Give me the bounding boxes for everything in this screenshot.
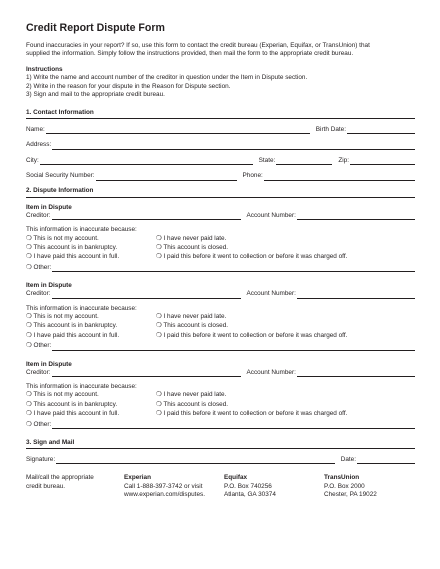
state-label: State: (258, 156, 276, 164)
reason-never-paid-late[interactable]: ❍ I have never paid late. (156, 312, 227, 320)
account-number-label: Account Number: (246, 368, 296, 376)
other-field[interactable] (52, 344, 415, 351)
ssn-field[interactable] (96, 174, 237, 181)
dispute-section-heading: 2. Dispute Information (26, 187, 415, 197)
creditor-field[interactable] (52, 213, 241, 220)
intro-line-2: supplied the information. Simply follow the instructions provided, then mail the form to the appropriate credit bureau. (26, 50, 354, 58)
reason-other[interactable]: ❍ Other: (26, 263, 52, 271)
other-row (26, 341, 415, 350)
address-field[interactable] (52, 143, 415, 150)
reason-bankruptcy[interactable]: ❍ This account is in bankruptcy. (26, 322, 118, 330)
account-number-label: Account Number: (246, 290, 296, 298)
transunion-name: TransUnion (324, 474, 360, 482)
signature-row (26, 455, 415, 464)
creditor-row (26, 212, 415, 220)
footer-note (26, 474, 124, 499)
name-row (26, 125, 415, 134)
date-label: Date: (340, 456, 356, 463)
equifax-box: P.O. Box 740256 (224, 482, 272, 490)
dispute-item-2 (26, 282, 415, 350)
dispute-item-1 (26, 204, 415, 272)
reason-heading: This information is inaccurate because: (26, 226, 137, 234)
city-row (26, 156, 415, 165)
experian-phone: Call 1-888-397-3742 or visit (124, 482, 203, 490)
account-number-field[interactable] (297, 213, 415, 220)
date-field[interactable] (357, 457, 415, 464)
account-number-label: Account Number: (246, 211, 296, 219)
other-field[interactable] (52, 265, 415, 272)
reason-paid-in-full[interactable]: ❍ I have paid this account in full. (26, 410, 120, 418)
instruction-step-2: 2) Write in the reason for your dispute in the Reason for Dispute section. (26, 82, 231, 90)
other-row (26, 263, 415, 272)
contact-section-heading: 1. Contact Information (26, 109, 415, 119)
reason-not-my-account[interactable]: ❍ This is not my account. (26, 391, 99, 399)
reason-account-closed[interactable]: ❍ This account is closed. (156, 400, 229, 408)
name-field[interactable] (46, 127, 310, 134)
reason-paid-before-collection[interactable]: ❍ I paid this before it went to collection or before it was charged off. (156, 331, 348, 339)
transunion-contact (324, 474, 415, 499)
item-title: Item in Dispute (26, 282, 72, 290)
reason-paid-in-full[interactable]: ❍ I have paid this account in full. (26, 253, 120, 261)
signature-field[interactable] (56, 457, 335, 464)
reason-not-my-account[interactable]: ❍ This is not my account. (26, 234, 99, 242)
equifax-name: Equifax (224, 474, 248, 482)
reason-other[interactable]: ❍ Other: (26, 420, 52, 428)
transunion-city: Chester, PA 19022 (324, 491, 377, 499)
experian-name: Experian (124, 474, 151, 482)
reason-paid-before-collection[interactable]: ❍ I paid this before it went to collection or before it was charged off. (156, 253, 348, 261)
instruction-step-1: 1) Write the name and account number of the creditor in question under the Item in Dispute section. (26, 74, 308, 82)
experian-url[interactable]: www.experian.com/disputes. (124, 491, 205, 499)
creditor-row (26, 369, 415, 377)
intro-text (26, 42, 415, 59)
reason-bankruptcy[interactable]: ❍ This account is in bankruptcy. (26, 243, 118, 251)
creditor-field[interactable] (52, 292, 241, 299)
instruction-step-3: 3) Sign and mail to the appropriate credit bureau. (26, 91, 165, 99)
reason-heading: This information is inaccurate because: (26, 304, 137, 312)
footer-note-line-2: credit bureau. (26, 482, 66, 490)
instructions (26, 66, 415, 100)
creditor-row (26, 291, 415, 299)
reason-account-closed[interactable]: ❍ This account is closed. (156, 322, 229, 330)
city-field[interactable] (40, 158, 253, 165)
birth-date-label: Birth Date: (315, 125, 346, 133)
other-row (26, 420, 415, 429)
reason-paid-in-full[interactable]: ❍ I have paid this account in full. (26, 331, 120, 339)
creditor-label: Creditor: (26, 211, 51, 219)
reason-bankruptcy[interactable]: ❍ This account is in bankruptcy. (26, 400, 118, 408)
instructions-heading: Instructions (26, 65, 63, 73)
item-title: Item in Dispute (26, 203, 72, 211)
phone-label: Phone: (242, 172, 263, 180)
item-title: Item in Dispute (26, 360, 72, 368)
zip-label: Zip: (338, 156, 349, 164)
creditor-label: Creditor: (26, 290, 51, 298)
city-label: City: (26, 156, 39, 164)
creditor-label: Creditor: (26, 368, 51, 376)
reason-paid-before-collection[interactable]: ❍ I paid this before it went to collection or before it was charged off. (156, 410, 348, 418)
footer-note-line-1: Mail/call the appropriate (26, 474, 94, 482)
birth-date-field[interactable] (347, 127, 415, 134)
other-field[interactable] (52, 422, 415, 429)
ssn-row (26, 172, 415, 181)
experian-contact (124, 474, 224, 499)
phone-field[interactable] (264, 174, 415, 181)
state-field[interactable] (276, 158, 332, 165)
transunion-box: P.O. Box 2000 (324, 482, 365, 490)
sign-section-heading: 3. Sign and Mail (26, 439, 415, 449)
form-title: Credit Report Dispute Form (26, 22, 165, 34)
equifax-contact (224, 474, 324, 499)
reason-other[interactable]: ❍ Other: (26, 342, 52, 350)
reason-not-my-account[interactable]: ❍ This is not my account. (26, 312, 99, 320)
address-row (26, 141, 415, 150)
reason-options (26, 391, 415, 419)
dispute-form (26, 22, 415, 500)
reason-options (26, 313, 415, 341)
name-label: Name: (26, 125, 45, 133)
reason-account-closed[interactable]: ❍ This account is closed. (156, 243, 229, 251)
reason-heading: This information is inaccurate because: (26, 382, 137, 390)
account-number-field[interactable] (297, 370, 415, 377)
bureau-footer (26, 474, 415, 499)
zip-field[interactable] (350, 158, 415, 165)
signature-label: Signature: (26, 456, 56, 463)
ssn-label: Social Security Number: (26, 172, 95, 180)
creditor-field[interactable] (52, 370, 241, 377)
dispute-item-3 (26, 361, 415, 429)
equifax-city: Atlanta, GA 30374 (224, 491, 276, 499)
address-label: Address: (26, 141, 52, 149)
intro-line-1: Found inaccuracies in your report? If so, use this form to contact the credit bureau (Experian, Equifax, or TransUnion) that (26, 41, 370, 49)
reason-never-paid-late[interactable]: ❍ I have never paid late. (156, 234, 227, 242)
account-number-field[interactable] (297, 292, 415, 299)
reason-options (26, 235, 415, 263)
reason-never-paid-late[interactable]: ❍ I have never paid late. (156, 391, 227, 399)
